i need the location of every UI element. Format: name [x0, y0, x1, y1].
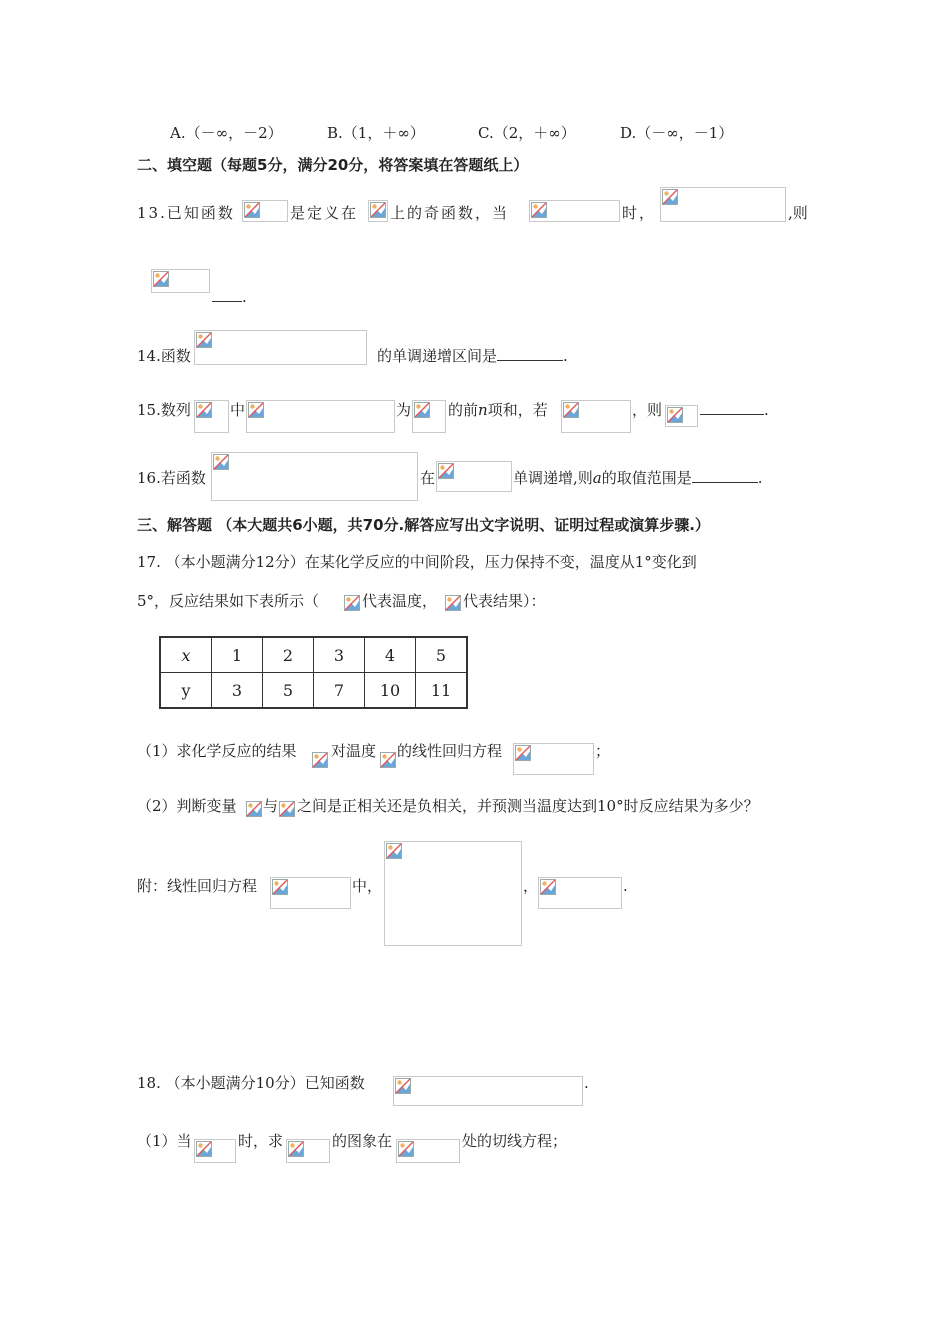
q17-appendix-c: ，	[523, 877, 539, 895]
q17-appendix-a: 附：线性回归方程	[137, 877, 258, 895]
formula-image	[529, 200, 620, 222]
broken-image-icon	[540, 879, 556, 895]
q14-end: .	[563, 347, 568, 365]
section-3-heading: 三、解答题 （本大题共6小题，共70分.解答应写出文字说明、证明过程或演算步骤.）	[137, 516, 710, 534]
broken-image-icon	[213, 454, 229, 470]
q15-text-5: 项和，若	[487, 401, 548, 419]
broken-image-icon	[248, 402, 264, 418]
broken-image-icon	[438, 463, 454, 479]
q17-sub1-c: 的线性回归方程	[397, 742, 503, 760]
broken-image-icon	[667, 407, 683, 423]
table-cell: 5	[416, 637, 468, 673]
q17-sub1-b: 对温度	[331, 742, 377, 760]
broken-image-icon	[398, 1141, 414, 1157]
q18-sub1-d: 处的切线方程；	[462, 1132, 568, 1150]
q17-line-2c: 代表结果）：	[463, 592, 546, 610]
formula-image	[393, 1076, 583, 1106]
broken-image-icon	[246, 801, 262, 817]
formula-image	[396, 1139, 460, 1163]
q15-end: .	[764, 401, 769, 419]
table-header-x: x	[160, 637, 212, 673]
formula-image	[270, 877, 351, 909]
formula-image	[665, 405, 698, 427]
formula-image	[380, 750, 396, 769]
section-2-heading: 二、填空题（每题5分，满分20分，将答案填在答题纸上）	[137, 156, 529, 174]
formula-image	[436, 461, 512, 492]
answer-blank	[692, 468, 758, 483]
table-cell: 1	[212, 637, 263, 673]
table-cell: 7	[314, 673, 365, 709]
formula-image	[384, 841, 522, 946]
table-header-y: y	[160, 673, 212, 709]
table-cell: 3	[314, 637, 365, 673]
table-cell: 5	[263, 673, 314, 709]
broken-image-icon	[312, 752, 328, 768]
q18-sub1-b: 时，求	[238, 1132, 284, 1150]
table-row	[160, 637, 467, 673]
broken-image-icon	[370, 202, 386, 218]
q15-text-4: 的前	[448, 401, 479, 419]
q17-sub1-a: （1）求化学反应的结果	[137, 742, 297, 760]
q18-sub1-c: 的图象在	[332, 1132, 393, 1150]
q18-line-1: 18. （本小题满分10分）已知函数	[137, 1074, 365, 1092]
table-cell: 4	[365, 637, 416, 673]
q13-text-1: 13.已知函数	[137, 204, 235, 222]
q16-text-3: 单调递增,则	[513, 469, 593, 487]
q16-text-1: 16.若函数	[137, 469, 206, 487]
q15-text-2: 中	[230, 401, 246, 419]
formula-image	[445, 594, 462, 612]
formula-image	[513, 743, 594, 775]
option-d: D.（－∞，－1）	[620, 124, 734, 142]
data-table	[159, 636, 468, 709]
q13-text-2: 是定义在	[290, 204, 359, 222]
formula-image	[368, 200, 388, 222]
broken-image-icon	[531, 202, 547, 218]
table-cell: 11	[416, 673, 468, 709]
formula-image	[194, 330, 367, 365]
q17-line-2a: 5°，反应结果如下表所示（	[137, 592, 320, 610]
formula-image	[246, 400, 395, 433]
formula-image	[194, 1139, 236, 1163]
broken-image-icon	[445, 595, 461, 611]
formula-image	[194, 400, 229, 433]
broken-image-icon	[244, 202, 260, 218]
q17-appendix-b: 中，	[352, 877, 383, 895]
q16-text-4: 的取值范围是	[601, 469, 692, 487]
table-cell: 2	[263, 637, 314, 673]
q17-sub2-b: 与	[263, 797, 279, 815]
formula-image	[286, 1139, 330, 1163]
table-row	[160, 673, 467, 709]
formula-image	[344, 594, 361, 612]
formula-image	[279, 800, 296, 819]
broken-image-icon	[563, 402, 579, 418]
q17-sub2-a: （2）判断变量	[137, 797, 237, 815]
formula-image	[561, 400, 631, 433]
broken-image-icon	[196, 332, 212, 348]
q15-text-6: ，则	[632, 401, 663, 419]
q16-var-a: a	[592, 469, 602, 487]
answer-blank	[497, 346, 563, 361]
q18-end: .	[584, 1074, 589, 1092]
q13-text-5: ,则	[788, 204, 808, 222]
table-cell: 10	[365, 673, 416, 709]
option-b: B.（1，＋∞）	[327, 124, 425, 142]
q13-text-3: 上的奇函数，当	[390, 204, 510, 222]
formula-image	[660, 187, 786, 222]
q15-text-1: 15.数列	[137, 401, 191, 419]
q18-sub1-a: （1）当	[137, 1132, 192, 1150]
broken-image-icon	[344, 595, 360, 611]
q16-end: .	[757, 469, 763, 487]
formula-image	[246, 800, 262, 819]
broken-image-icon	[288, 1141, 304, 1157]
answer-blank	[212, 287, 242, 302]
q13-text-4: 时，	[622, 204, 657, 222]
q17-appendix-d: .	[623, 877, 628, 895]
broken-image-icon	[662, 189, 678, 205]
q17-line-2b: 代表温度，	[362, 592, 438, 610]
q17-sub1-d: ；	[595, 742, 611, 760]
formula-image	[211, 452, 418, 501]
option-a: A.（－∞，－2）	[170, 124, 283, 142]
formula-image	[151, 269, 210, 293]
broken-image-icon	[395, 1078, 411, 1094]
q15-var-n: n	[478, 401, 488, 419]
formula-image	[242, 200, 288, 222]
broken-image-icon	[153, 271, 169, 287]
q17-sub2-c: 之间是正相关还是负相关，并预测当温度达到10°时反应结果为多少？	[297, 797, 759, 815]
q14-text-2: 的单调递增区间是	[377, 347, 498, 365]
formula-image	[538, 877, 622, 909]
q14-text-1: 14.函数	[137, 347, 191, 365]
option-c: C.（2，＋∞）	[478, 124, 576, 142]
broken-image-icon	[380, 752, 396, 768]
broken-image-icon	[386, 843, 402, 859]
formula-image	[312, 750, 329, 769]
q16-text-2: 在	[420, 469, 436, 487]
broken-image-icon	[196, 402, 212, 418]
formula-image	[412, 400, 446, 433]
broken-image-icon	[272, 879, 288, 895]
broken-image-icon	[196, 1141, 212, 1157]
answer-blank	[700, 400, 764, 415]
q13-end: .	[242, 288, 247, 306]
broken-image-icon	[515, 745, 531, 761]
broken-image-icon	[279, 801, 295, 817]
table-cell: 3	[212, 673, 263, 709]
q17-line-1: 17. （本小题满分12分）在某化学反应的中间阶段，压力保持不变，温度从1°变化到	[137, 553, 697, 571]
q15-text-3: 为	[396, 401, 412, 419]
broken-image-icon	[414, 402, 430, 418]
